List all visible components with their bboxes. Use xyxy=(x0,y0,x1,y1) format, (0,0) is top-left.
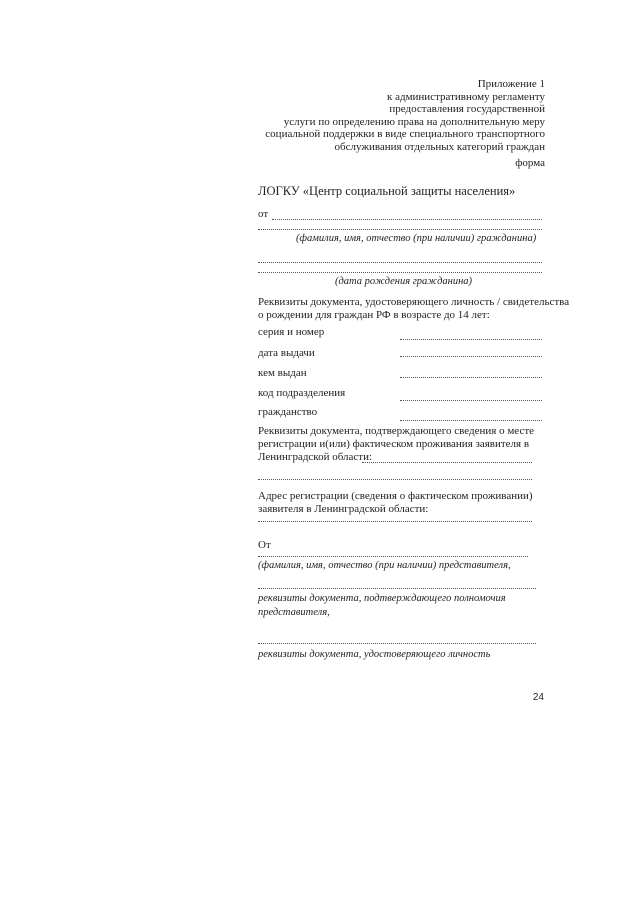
address-field[interactable] xyxy=(258,521,532,522)
citizenship-field[interactable] xyxy=(400,420,542,421)
representative-name-caption: (фамилия, имя, отчество (при наличии) представителя, xyxy=(258,560,511,571)
representative-authority-field[interactable] xyxy=(258,588,536,589)
header-line: услуги по определению права на дополнительную меру xyxy=(283,115,545,128)
header-line: социальной поддержки в виде специального транспортного xyxy=(265,128,545,140)
birth-date-caption: (дата рождения гражданина) xyxy=(335,276,473,287)
appendix-header xyxy=(245,78,545,153)
header-line: к административному регламенту xyxy=(387,90,545,103)
birth-date-field[interactable] xyxy=(258,262,542,263)
issue-date-field[interactable] xyxy=(400,356,542,357)
applicant-name-field-line2[interactable] xyxy=(258,229,542,230)
representative-authority-caption: реквизиты документа, подтверждающего полномочия xyxy=(258,593,506,604)
issued-by-label: кем выдан xyxy=(258,367,307,379)
header-line: предоставления государственной xyxy=(389,103,545,115)
residence-document-field-line2[interactable] xyxy=(258,479,532,480)
residence-document-title-line2: регистрации и(или) фактическом проживания заявителя в xyxy=(258,438,530,450)
id-document-title-line2: о рождении для граждан РФ в возрасте до 14 лет: xyxy=(258,309,490,321)
issue-date-label: дата выдачи xyxy=(258,347,315,359)
applicant-name-field[interactable] xyxy=(272,219,542,220)
representative-id-caption: реквизиты документа, удостоверяющего личность xyxy=(258,649,491,660)
issued-by-field[interactable] xyxy=(400,377,542,378)
header-line: Приложение 1 xyxy=(477,78,545,90)
series-number-label: серия и номер xyxy=(258,326,325,338)
id-document-title: Реквизиты документа, удостоверяющего личность / свидетельства xyxy=(258,296,570,308)
representative-from-label: От xyxy=(258,539,271,551)
page-number: 24 xyxy=(532,692,544,703)
residence-document-field[interactable] xyxy=(362,462,532,463)
division-code-field[interactable] xyxy=(400,400,542,401)
residence-document-title-line3: Ленинградской области: xyxy=(258,451,373,463)
citizenship-label: гражданство xyxy=(258,406,318,418)
representative-name-field[interactable] xyxy=(258,556,528,557)
representative-id-field[interactable] xyxy=(258,643,536,644)
addressee: ЛОГКУ «Центр социальной защиты населения» xyxy=(258,184,516,198)
applicant-name-caption: (фамилия, имя, отчество (при наличии) гражданина) xyxy=(296,233,537,244)
residence-document-title: Реквизиты документа, подтверждающего сведения о месте xyxy=(258,425,535,437)
address-title: Адрес регистрации (сведения о фактическом проживании) xyxy=(258,490,533,502)
series-number-field[interactable] xyxy=(400,339,542,340)
division-code-label: код подразделения xyxy=(258,387,346,399)
birth-date-field-line2[interactable] xyxy=(258,272,542,273)
header-line: обслуживания отдельных категорий граждан xyxy=(334,140,545,153)
address-title-line2: заявителя в Ленинградской области: xyxy=(258,503,429,515)
from-label: от xyxy=(258,208,269,220)
representative-authority-caption-line2: представителя, xyxy=(258,607,330,618)
form-label: форма xyxy=(515,157,545,169)
